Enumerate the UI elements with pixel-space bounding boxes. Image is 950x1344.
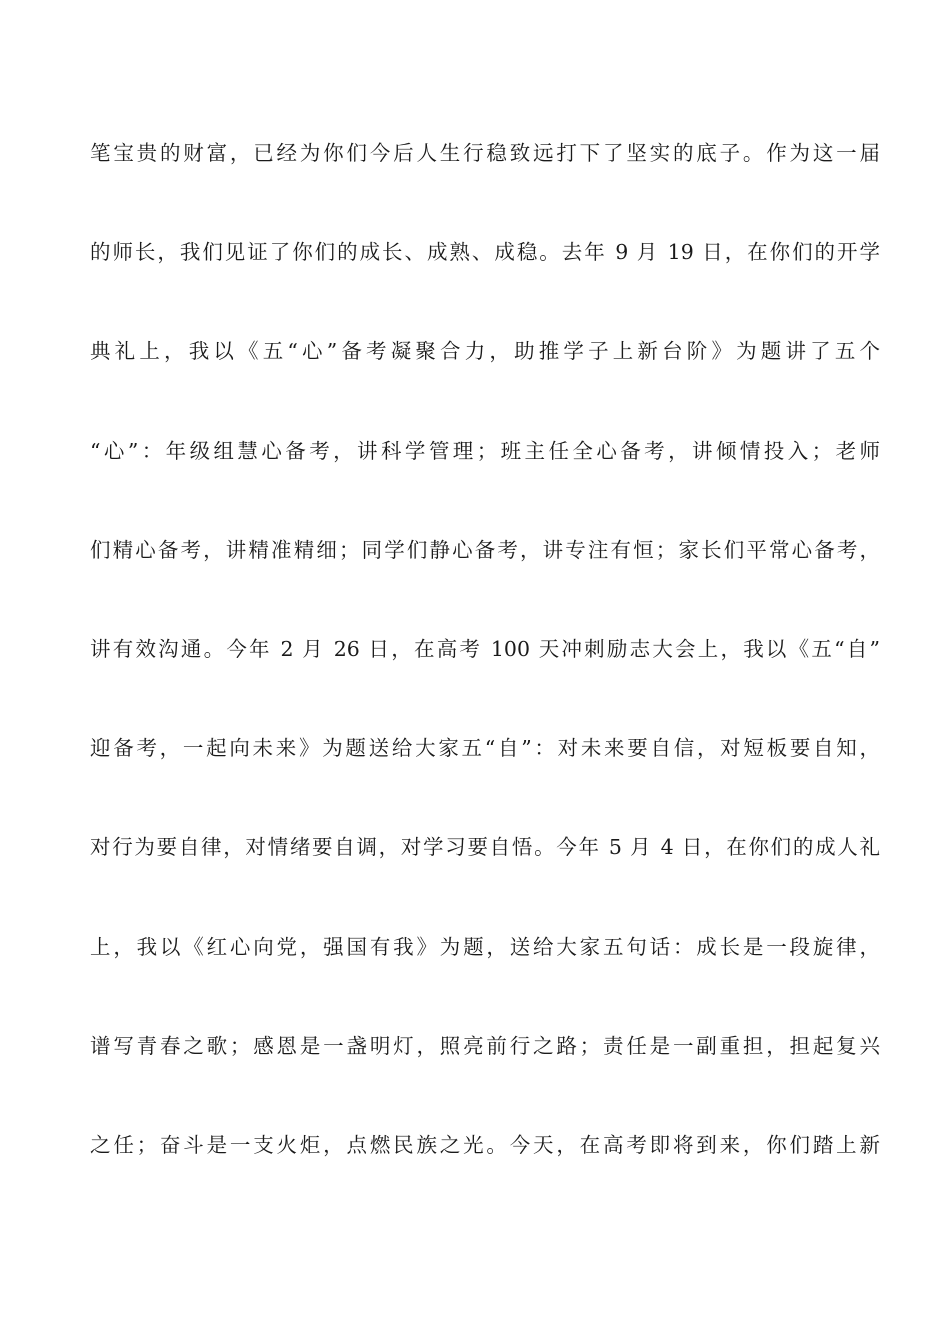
- text-line-2: 的师长，我们见证了你们的成长、成熟、成稳。去年 9 月 19 日，在你们的开学: [90, 240, 880, 265]
- text-line-11: 之任；奋斗是一支火炬，点燃民族之光。今天，在高考即将到来，你们踏上新: [90, 1132, 880, 1157]
- text-line-9: 上，我以《红心向党，强国有我》为题，送给大家五句话：成长是一段旋律，: [90, 934, 880, 959]
- body-text: [90, 130, 880, 1221]
- text-line-7: 迎备考，一起向未来》为题送给大家五“自”：对未来要自信，对短板要自知，: [90, 736, 880, 761]
- text-line-8: 对行为要自律，对情绪要自调，对学习要自悟。今年 5 月 4 日，在你们的成人礼: [90, 835, 880, 860]
- text-line-3: 典礼上，我以《五“心”备考凝聚合力，助推学子上新台阶》为题讲了五个: [90, 339, 880, 364]
- text-line-1: 笔宝贵的财富，已经为你们今后人生行稳致远打下了坚实的底子。作为这一届: [90, 141, 880, 165]
- text-line-10: 谱写青春之歌；感恩是一盏明灯，照亮前行之路；责任是一副重担，担起复兴: [90, 1033, 880, 1058]
- text-line-6: 讲有效沟通。今年 2 月 26 日，在高考 100 天冲刺励志大会上，我以《五“自”: [90, 636, 880, 661]
- text-line-4: “心”：年级组慧心备考，讲科学管理；班主任全心备考，讲倾情投入；老师: [90, 438, 880, 463]
- text-line-5: 们精心备考，讲精准精细；同学们静心备考，讲专注有恒；家长们平常心备考，: [90, 537, 880, 562]
